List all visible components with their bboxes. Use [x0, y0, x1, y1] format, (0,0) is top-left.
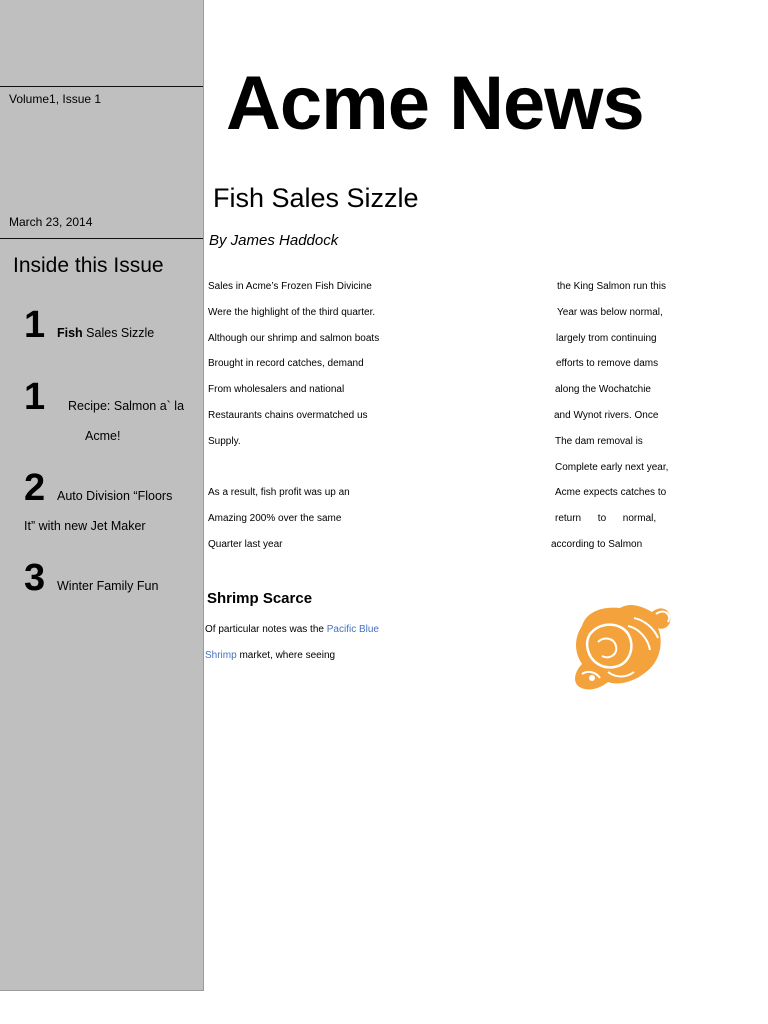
pacific-blue-link[interactable]: Pacific Blue: [326, 624, 379, 635]
cornucopia-icon: [568, 598, 676, 696]
toc-text: Winter Family Fun: [57, 579, 159, 593]
article-line: As a result, fish profit was up an: [208, 487, 350, 499]
shrimp-subhead: Shrimp Scarce: [207, 590, 313, 607]
toc-number: 2: [24, 467, 46, 509]
sidebar-top-rule: [0, 86, 203, 87]
shrimp-link[interactable]: Shrimp: [205, 649, 237, 661]
toc-number: 1: [24, 376, 46, 418]
shrimp-line-text: Of particular notes was the: [205, 624, 327, 635]
toc-text-bold: Fish: [57, 326, 83, 340]
toc-number: 1: [24, 304, 46, 346]
shrimp-line-text: market, where seeing: [236, 649, 336, 661]
inside-issue-title: Inside this Issue: [13, 254, 164, 277]
article-line: Were the highlight of the third quarter.: [208, 306, 376, 318]
sidebar-mid-rule: [0, 238, 203, 239]
toc-text: Auto Division “Floors: [57, 489, 173, 503]
article-line: Brought in record catches, demand: [208, 358, 364, 370]
article-line: largely trom continuing: [556, 332, 657, 344]
article-line: The dam removal is: [555, 435, 643, 447]
issue-date: March 23, 2014: [9, 215, 93, 229]
article-line: [208, 455, 379, 481]
article-column-right: [550, 274, 668, 558]
article-line: efforts to remove dams: [556, 358, 659, 370]
article-line: From wholesalers and national: [208, 384, 345, 396]
article-line: Amazing 200% over the same: [208, 513, 342, 525]
article-line: and Wynot rivers. Once: [554, 409, 659, 421]
article-line: Year was below normal,: [557, 306, 663, 318]
article-line: Complete early next year,: [555, 461, 669, 473]
article-headline: Fish Sales Sizzle: [213, 183, 419, 213]
article-line: the King Salmon run this: [557, 281, 666, 292]
article-line: Supply.: [208, 435, 241, 447]
article-line: return to normal,: [555, 513, 657, 525]
article-byline: By James Haddock: [209, 232, 339, 249]
article-line: Sales in Acme’s Frozen Fish Divicine: [208, 281, 372, 292]
article-column-left: [208, 274, 379, 558]
volume-issue: Volume1, Issue 1: [9, 92, 102, 106]
article-line: Quarter last year: [208, 538, 283, 550]
toc-text: It” with new Jet Maker: [24, 519, 146, 533]
masthead: Acme News: [226, 61, 644, 146]
toc-text: Acme!: [85, 429, 121, 443]
toc-number: 3: [24, 557, 46, 599]
toc-text: [57, 318, 154, 348]
article-line: Although our shrimp and salmon boats: [208, 332, 380, 344]
toc-text: Recipe: Salmon a` la: [68, 399, 185, 413]
toc-text-rest: Sales Sizzle: [82, 326, 155, 340]
shrimp-line: [205, 617, 379, 643]
article-line: according to Salmon: [551, 538, 643, 550]
article-line: along the Wochatchie: [555, 384, 651, 396]
shrimp-paragraph: [205, 617, 379, 669]
shrimp-line: [205, 643, 379, 669]
article-line: Restaurants chains overmatched us: [208, 409, 368, 421]
article-line: Acme expects catches to: [555, 487, 667, 499]
